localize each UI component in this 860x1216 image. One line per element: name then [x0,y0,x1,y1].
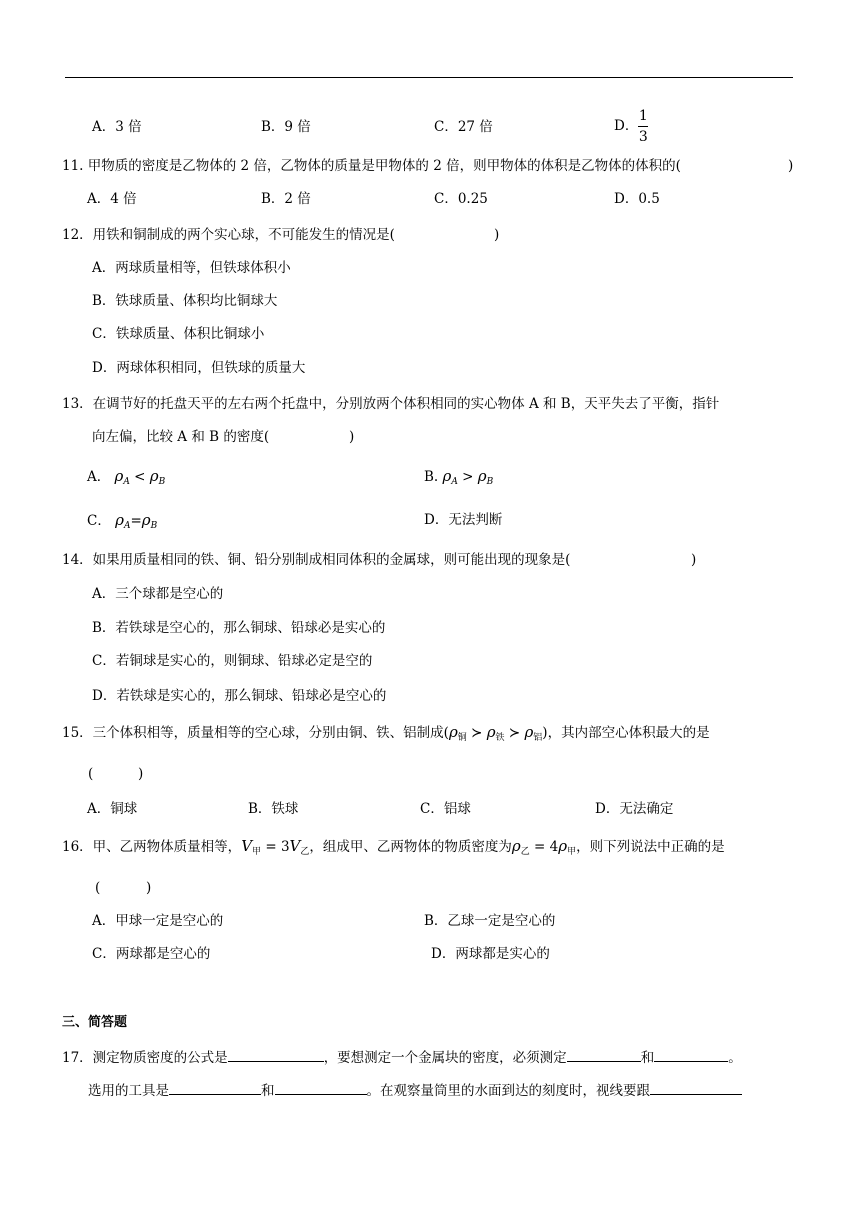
q10-option-a: A．3 倍 [92,119,142,135]
q13-paren-close: ) [349,429,355,445]
q17-text-part4: 。 [728,1050,742,1066]
q11-option-a: A．4 倍 [87,191,137,207]
q12-option-a: A．两球质量相等，但铁球体积小 [92,260,291,276]
subscript-yi: 乙 [300,847,310,857]
q17-text-part1: 17．测定物质密度的公式是 [62,1050,228,1066]
rho-symbol: ρ [486,723,496,741]
q12-option-c: C．铁球质量、体积比铜球小 [92,326,265,342]
q13-option-d: D．无法判断 [424,512,503,528]
fraction-numerator: 1 [638,108,648,124]
succeeds-sign: ≻ [508,725,521,741]
q14-option-c: C．若铜球是实心的，则铜球、铅球必定是空的 [92,653,373,669]
rho-symbol: ρ [477,467,487,485]
subscript-a: A [123,521,131,531]
q16-option-d: D．两球都是实心的 [431,946,550,962]
q11-paren-close: ) [788,158,794,174]
q11-stem: 11. 甲物质的密度是乙物体的 2 倍，乙物体的质量是甲物体的 2 倍，则甲物体的体积是乙物体的体积的( [62,158,681,174]
q17-line1 [62,1047,742,1068]
subscript-a: A [123,477,130,487]
volume-symbol: V [241,837,253,855]
q14-option-b: B．若铁球是空心的，那么铜球、铅球必是实心的 [92,620,386,636]
subscript-a: A [451,477,458,487]
q12-paren-close: ) [494,227,500,243]
q13-option-a [87,466,165,492]
greater-than-sign: > [462,469,474,485]
rho-symbol: ρ [114,467,124,485]
equals-three: = 3 [265,839,290,855]
q17-text-part5: 选用的工具是 [88,1083,169,1099]
q15-option-d: D．无法确定 [595,801,674,817]
rho-symbol: ρ [524,723,534,741]
q10-option-d [614,104,648,148]
q17-text-part7: 。在观察量筒里的水面到达的刻度时，视线要跟 [366,1083,650,1099]
q13-option-b-prefix: B. [424,469,439,485]
answer-blank-measure-2[interactable] [654,1047,728,1062]
rho-symbol: ρ [141,511,151,529]
q17-text-part2: ，要想测定一个金属块的密度，必须测定 [323,1050,567,1066]
q16-stem-start: 16．甲、乙两物体质量相等， [62,839,242,855]
q10-option-d-prefix: D． [614,118,639,134]
q16-paren-open: ( [95,880,101,896]
q12-option-b: B．铁球质量、体积均比铜球大 [92,293,278,309]
volume-symbol: V [289,837,301,855]
rho-symbol: ρ [558,837,568,855]
rho-symbol: ρ [511,837,521,855]
q13-option-c-prefix: C． [87,513,111,529]
answer-blank-sightline[interactable] [650,1080,742,1095]
q13-option-a-prefix: A． [87,469,111,485]
q11-option-d: D．0.5 [614,191,660,207]
q13-option-c [87,510,157,536]
section-title: 三、简答题 [62,1015,128,1030]
subscript-jia: 甲 [567,847,577,857]
q15-stem-start: 15．三个体积相等，质量相等的空心球，分别由铜、铁、铝制成( [62,725,449,741]
answer-blank-tool-2[interactable] [275,1080,367,1095]
succeeds-sign: ≻ [471,725,483,741]
q15-option-a: A．铜球 [87,801,138,817]
q15-paren-close: ) [138,766,144,782]
q14-stem: 14．如果用质量相同的铁、铜、铅分别制成相同体积的金属球，则可能出现的现象是( [62,552,571,568]
equals-sign: = [130,513,142,529]
q14-option-d: D．若铁球是实心的，那么铜球、铅球必是空心的 [92,688,387,704]
answer-blank-measure-1[interactable] [567,1047,641,1062]
q13-stem-line1: 13．在调节好的托盘天平的左右两个托盘中，分别放两个体积相同的实心物体 A 和 B，天平失去了平衡，指针 [62,396,720,412]
equals-four: = 4 [534,839,559,855]
subscript-b: B [486,477,494,487]
q15-paren-open: ( [88,766,94,782]
subscript-yi: 乙 [520,847,530,857]
rho-symbol: ρ [442,467,452,485]
q14-paren-close: ) [691,552,697,568]
subscript-iron: 铁 [495,733,505,743]
q14-option-a: A．三个球都是空心的 [92,586,224,602]
subscript-jia: 甲 [252,847,262,857]
q10-option-b: B．9 倍 [261,119,311,135]
q15-option-c: C．铝球 [420,801,471,817]
subscript-b: B [158,477,166,487]
q15-stem-end: )，其内部空心体积最大的是 [542,725,710,741]
q11-option-b: B．2 倍 [261,191,311,207]
rho-symbol: ρ [149,467,159,485]
q16-stem-end: ，则下列说法中正确的是 [576,839,725,855]
less-than-sign: < [134,469,146,485]
q11-option-c: C．0.25 [434,191,488,207]
q16-option-a: A．甲球一定是空心的 [92,913,224,929]
rho-symbol: ρ [448,723,458,741]
q10-option-c: C．27 倍 [434,119,493,135]
fraction-bar [638,126,648,127]
header-rule [65,77,793,78]
answer-blank-formula[interactable] [228,1047,324,1062]
q12-stem: 12．用铁和铜制成的两个实心球，不可能发生的情况是( [62,227,395,243]
answer-blank-tool-1[interactable] [169,1080,261,1095]
q17-line2 [88,1080,742,1101]
q16-stem-mid: ，组成甲、乙两物体的物质密度为 [309,839,512,855]
fraction-denominator: 3 [638,129,648,145]
q16-option-c: C．两球都是空心的 [92,946,211,962]
subscript-aluminum: 铝 [533,733,543,743]
subscript-copper: 铜 [457,733,467,743]
q13-option-b [424,466,493,492]
rho-symbol: ρ [115,511,124,529]
q13-stem-line2: 向左偏，比较 A 和 B 的密度( [92,429,270,445]
q16-stem [62,836,725,862]
q15-stem [62,722,710,748]
q17-text-part6: 和 [261,1083,275,1099]
subscript-b: B [150,521,158,531]
q12-option-d: D．两球体积相同，但铁球的质量大 [92,360,306,376]
q15-option-b: B．铁球 [248,801,299,817]
q17-text-part3: 和 [640,1050,655,1066]
fraction-one-third [638,108,648,145]
q16-option-b: B．乙球一定是空心的 [424,913,556,929]
q16-paren-close: ) [146,880,152,896]
